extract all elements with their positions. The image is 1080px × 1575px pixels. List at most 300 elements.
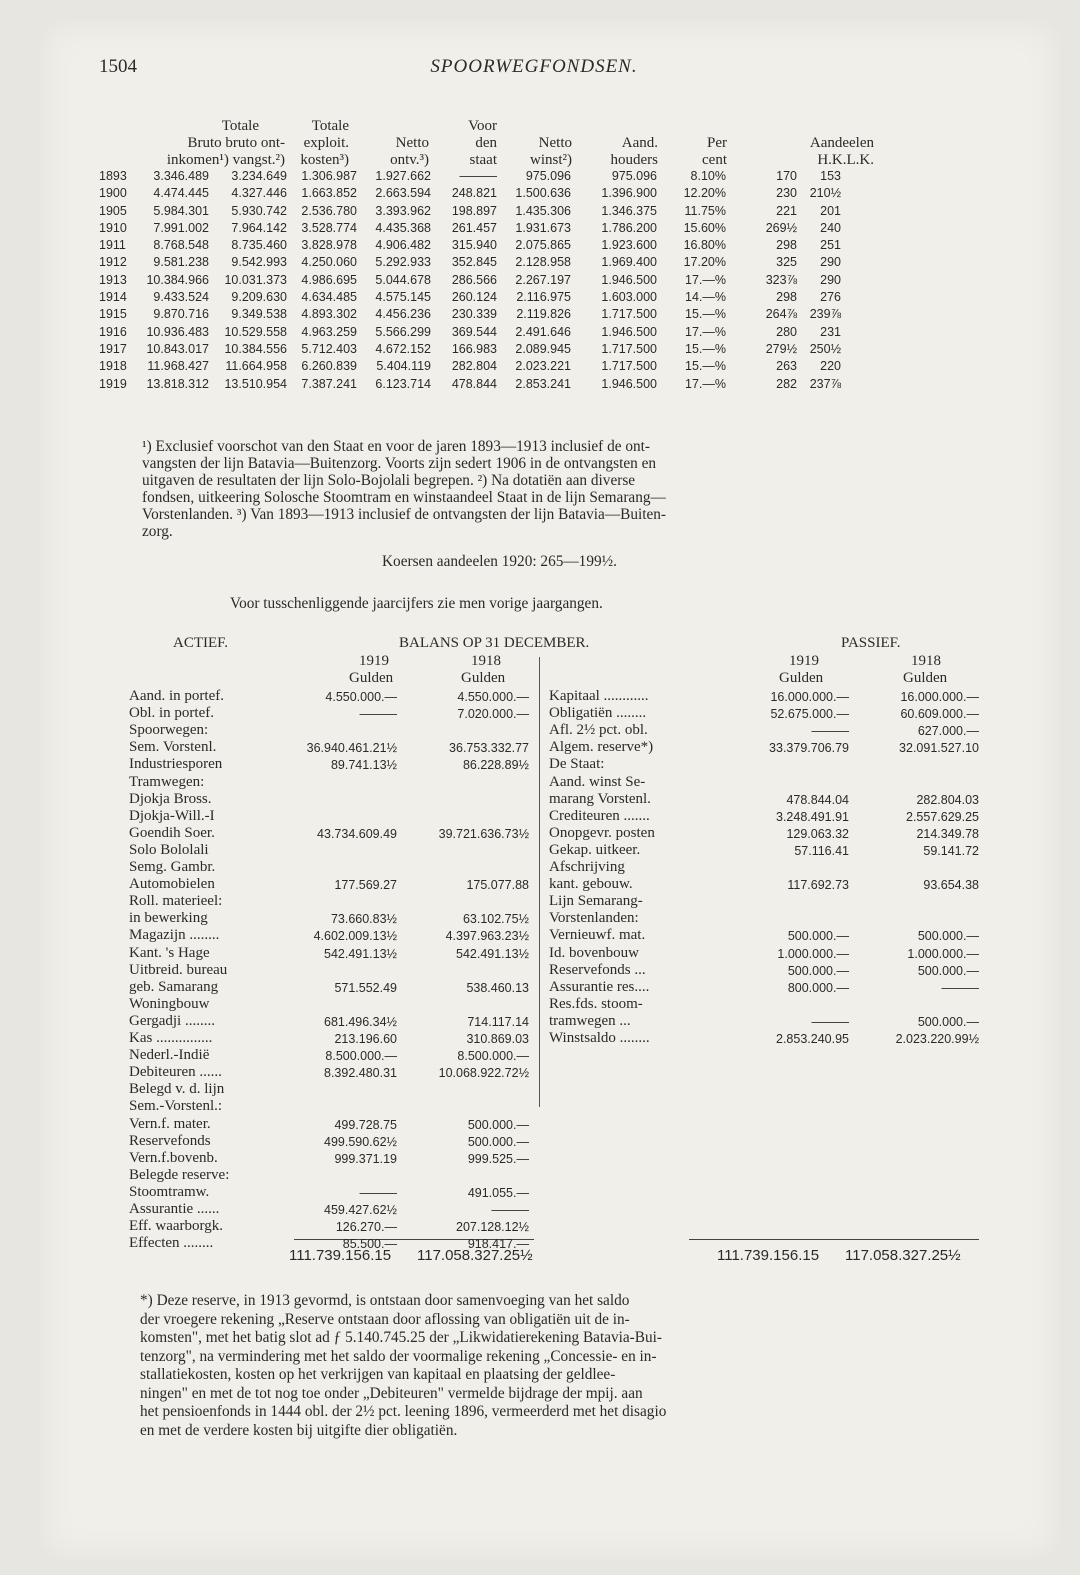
row-cell: 4.986.695 (301, 272, 357, 287)
table-row (99, 221, 974, 238)
passief-1919-cell: 478.844.04 (786, 792, 849, 807)
table-header-cell: inkomen¹) vangst.²) (166, 152, 285, 168)
passief-label-cell: Obligatiën ........ (549, 705, 647, 722)
row-cell: 5.984.301 (153, 203, 209, 218)
row-cell: 286.566 (451, 272, 497, 287)
row-cell: 9.209.630 (231, 290, 287, 305)
text-line: uitgaven de resultaten der lijn Solo-Bojolali begrepen. ²) Na dotatiën aan diverse (142, 472, 636, 489)
text-line: der vroegere rekening „Reserve ontstaan door aflossing van obligatiën uit de in- (140, 1310, 630, 1328)
actief-1918-cell: 500.000.— (467, 1117, 529, 1132)
totals-rule-right (689, 1239, 979, 1240)
table-header-cell: Netto (395, 135, 429, 151)
row-cell: 2.491.646 (515, 324, 571, 339)
row-cell: 1.717.500 (601, 307, 657, 322)
row-cell: 240 (820, 220, 841, 235)
row-cell: 17.—% (685, 376, 726, 391)
row-cell: 263 (776, 359, 797, 374)
actief-row (129, 910, 529, 927)
actief-label-cell: Belegde reserve: (129, 1166, 230, 1183)
row-cell: 220 (820, 359, 841, 374)
actief-1918-cell: 310.869.03 (466, 1032, 529, 1046)
actief-1918-cell: 4.397.963.23½ (445, 929, 529, 944)
actief-row (129, 1235, 529, 1252)
table-header-cell: kosten³) (300, 152, 349, 168)
row-cell: 4.250.060 (301, 255, 357, 270)
row-cell: 1.306.987 (301, 169, 357, 183)
actief-row (129, 1218, 529, 1235)
row-cell: 1.931.673 (515, 220, 571, 235)
passief-1919-cell: 57.116.41 (794, 843, 849, 858)
right-year-1918: 1918 (911, 653, 941, 669)
passief-1919-cell: 800.000.— (787, 980, 849, 995)
table-row (99, 204, 974, 221)
total-right-1919: 111.739.156.15 (717, 1247, 820, 1264)
actief-1918-cell: 39.721.636.73½ (438, 826, 529, 841)
row-cell: 17.—% (685, 324, 726, 339)
actief-1919-cell: 8.500.000.— (325, 1049, 397, 1064)
row-cell: 1.717.500 (601, 359, 657, 374)
table-header-cell: H.K.L.K. (817, 152, 874, 168)
passief-row (549, 791, 979, 808)
passief-row (549, 1013, 979, 1030)
row-cell: 1.396.900 (601, 186, 657, 201)
row-cell: 2.128.958 (515, 255, 571, 270)
actief-row (129, 1064, 529, 1081)
table-header-row (99, 152, 974, 169)
row-cell: 4.474.445 (153, 186, 209, 201)
actief-1918-cell: 542.491.13½ (456, 946, 529, 961)
actief-row (129, 688, 529, 705)
row-cell: 7.991.002 (153, 220, 209, 235)
row-cell: 251 (820, 238, 841, 253)
actief-row (129, 1116, 529, 1133)
row-cell: 198.897 (451, 203, 497, 218)
row-year: 1913 (99, 272, 127, 287)
passief-row (549, 876, 979, 893)
row-cell: 4.327.446 (231, 186, 287, 201)
passief-row (549, 808, 979, 825)
actief-row (129, 825, 529, 842)
actief-row (129, 756, 529, 773)
passief-label-cell: Crediteuren ....... (549, 807, 650, 824)
passief-1919-cell: 129.063.32 (786, 826, 849, 841)
right-unit-1919: Gulden (779, 670, 824, 686)
text-line: ¹) Exclusief voorschot van den Staat en voor de jaren 1893—1913 inclusief de ont- (142, 438, 650, 455)
actief-label-cell: Automobielen (129, 876, 215, 893)
passief-label-cell: Reservefonds ... (549, 961, 646, 978)
passief-row (549, 945, 979, 962)
passief-1918-cell: 282.804.03 (916, 792, 979, 807)
row-cell: 4.456.236 (375, 307, 431, 322)
table-header-cell: Bruto bruto ont- (187, 135, 285, 151)
passief-1919-cell: ——— (811, 1014, 849, 1029)
actief-1918-cell: 714.117.14 (467, 1014, 529, 1029)
table-row (99, 290, 974, 307)
row-cell: 4.634.485 (301, 290, 357, 305)
passief-1918-cell: 16.000.000.— (900, 690, 979, 704)
row-cell: 5.712.403 (301, 341, 357, 356)
table-header-cell: Netto (538, 135, 572, 151)
passief-row (549, 1030, 979, 1047)
row-cell: 282.804 (451, 359, 497, 374)
actief-label-cell: Magazijn ........ (129, 927, 220, 944)
actief-1918-cell: 36.753.332.77 (449, 741, 529, 756)
row-year: 1905 (99, 203, 127, 218)
row-cell: 10.843.017 (146, 341, 209, 356)
row-cell: 17.—% (685, 272, 726, 287)
row-year: 1917 (99, 341, 127, 356)
row-cell: 2.119.826 (516, 307, 571, 322)
passief-1918-cell: 500.000.— (917, 1014, 979, 1029)
actief-label-cell: Goendih Soer. (129, 824, 215, 841)
text-line: het pensioenfonds in 1444 obl. der 2½ pct. leening 1896, vermeerderd met het disagio (140, 1403, 667, 1420)
actief-1918-cell: 918.417.— (467, 1237, 529, 1252)
actief-1919-cell: 499.590.62½ (324, 1134, 397, 1149)
actief-row (129, 791, 529, 808)
actief-label-cell: Aand. in portef. (129, 688, 224, 704)
passief-row (549, 722, 979, 739)
row-cell: 7.964.142 (231, 220, 287, 235)
actief-row (129, 996, 529, 1013)
passief-1919-cell: 500.000.— (787, 929, 849, 944)
passief-row (549, 739, 979, 756)
actief-label-cell: Assurantie ...... (129, 1201, 220, 1217)
actief-label-cell: Roll. materieel: (129, 893, 223, 910)
row-cell: ——— (459, 169, 497, 183)
row-cell: 13.818.312 (146, 376, 209, 391)
actief-label-cell: Spoorwegen: (129, 722, 209, 739)
actief-label-cell: Solo Bololali (129, 841, 209, 858)
passief-1918-cell: 2.023.220.99½ (895, 1032, 979, 1046)
actief-1919-cell: ——— (359, 1185, 397, 1200)
passief-row (549, 774, 979, 791)
row-cell: 3.393.962 (375, 203, 431, 218)
footnote-bottom (140, 1292, 978, 1440)
balance-title: BALANS OP 31 DECEMBER. (399, 635, 590, 651)
row-cell: 3.528.774 (301, 220, 357, 235)
table-header-row (99, 118, 974, 135)
passief-row (549, 756, 979, 773)
row-year: 1918 (99, 359, 127, 374)
row-cell: 290 (820, 272, 841, 287)
actief-label-cell: Industriesporen (129, 756, 223, 773)
right-year-1919: 1919 (789, 653, 819, 669)
row-cell: 10.031.373 (224, 272, 287, 287)
actief-row (129, 1150, 529, 1167)
actief-row (129, 705, 529, 722)
row-cell: 221 (776, 203, 797, 218)
actief-1918-cell: 8.500.000.— (457, 1049, 529, 1064)
total-right-1918: 117.058.327.25½ (845, 1247, 961, 1264)
passief-label-cell: tramwegen ... (549, 1012, 631, 1029)
actief-label-cell: Vern.f. mater. (129, 1115, 211, 1132)
passief-label-cell: Id. bovenbouw (549, 944, 639, 961)
balance-divider (539, 657, 540, 1107)
row-cell: 3.346.489 (153, 169, 209, 183)
row-year: 1915 (99, 307, 127, 322)
passief-1918-cell: 500.000.— (917, 963, 979, 978)
passief-1919-cell: 1.000.000.— (777, 946, 849, 961)
row-cell: 17.20% (683, 255, 726, 270)
actief-row (129, 893, 529, 910)
passief-label-cell: Vorstenlanden: (549, 910, 639, 927)
row-cell: 323⅞ (765, 272, 797, 287)
table-header-cell: cent (702, 152, 727, 168)
row-cell: 9.870.716 (153, 307, 209, 322)
row-cell: 2.075.865 (515, 238, 571, 253)
table-header-cell: winst²) (530, 152, 572, 168)
row-cell: 15.60% (683, 220, 726, 235)
row-cell: 8.768.548 (153, 238, 209, 253)
passief-1918-cell: 2.557.629.25 (906, 809, 979, 824)
row-cell: 11.75% (684, 203, 726, 218)
table-row (99, 307, 974, 324)
row-cell: 1.717.500 (601, 341, 657, 356)
text-line: zorg. (142, 523, 173, 540)
actief-1918-cell: 491.055.— (467, 1185, 529, 1200)
row-cell: 230 (776, 186, 797, 201)
actief-row (129, 1030, 529, 1047)
actief-label: ACTIEF. (173, 635, 229, 651)
actief-1918-cell: 175.077.88 (466, 878, 529, 893)
passief-1918-cell: 32.091.527.10 (899, 741, 979, 756)
row-cell: 3.234.649 (231, 169, 287, 183)
passief-label-cell: Vernieuwf. mat. (549, 927, 646, 944)
actief-row (129, 808, 529, 825)
table-row (99, 359, 974, 376)
text-line: vangsten der lijn Batavia—Buitenzorg. Voorts zijn sedert 1906 in de ontvangsten en (142, 455, 657, 472)
actief-1919-cell: 126.270.— (335, 1220, 397, 1235)
passief-1919-cell: 2.853.240.95 (776, 1032, 849, 1046)
left-unit-1918: Gulden (461, 670, 506, 686)
koersen-line: Koersen aandeelen 1920: 265—199½. (382, 553, 617, 570)
table-header-cell: Aand. (621, 135, 658, 151)
row-cell: 2.116.975 (516, 290, 571, 305)
table-header-row (99, 135, 974, 152)
actief-1919-cell: 85.500.— (342, 1237, 397, 1252)
passief-row (549, 825, 979, 842)
row-cell: 4.963.259 (301, 324, 357, 339)
row-cell: 325 (776, 255, 797, 270)
row-cell: 1.500.636 (515, 186, 571, 201)
actief-1918-cell: 86.228.89½ (462, 758, 529, 773)
actief-row (129, 1013, 529, 1030)
row-cell: 5.292.933 (375, 255, 431, 270)
passief-label-cell: Lijn Semarang- (549, 893, 643, 910)
row-cell: 4.672.152 (375, 341, 431, 356)
row-cell: 2.089.945 (515, 341, 571, 356)
actief-label-cell: Kant. 's Hage (129, 944, 210, 961)
row-cell: 10.384.966 (146, 272, 209, 287)
actief-1919-cell: 499.728.75 (334, 1117, 397, 1132)
row-year: 1914 (99, 290, 127, 305)
footnote-top (142, 438, 980, 540)
table-header-cell: Totale (311, 118, 349, 134)
row-cell: 201 (820, 203, 841, 218)
row-cell: 2.663.594 (375, 186, 431, 201)
passief-1918-cell: 500.000.— (917, 929, 979, 944)
passief-row (549, 910, 979, 927)
actief-row (129, 962, 529, 979)
row-cell: 230.339 (451, 307, 497, 322)
passief-1919-cell: 3.248.491.91 (776, 809, 849, 824)
row-cell: 264⅞ (765, 307, 797, 322)
row-cell: 237⅞ (809, 376, 841, 391)
passief-row (549, 893, 979, 910)
actief-1919-cell: 8.392.480.31 (324, 1066, 397, 1081)
actief-label-cell: in bewerking (129, 910, 208, 927)
passief-1919-cell: ——— (811, 724, 849, 739)
passief-1919-cell: 52.675.000.— (770, 707, 849, 722)
text-line: fondsen, uitkeering Solosche Stoomtram en winstaandeel Staat in de lijn Semarang— (142, 489, 666, 506)
left-year-1919: 1919 (359, 653, 389, 669)
passief-1919-cell: 33.379.706.79 (769, 741, 849, 756)
passief-label-cell: De Staat: (549, 756, 605, 773)
actief-label-cell: Kas ............... (129, 1030, 213, 1046)
row-cell: 4.575.145 (375, 290, 431, 305)
actief-label-cell: Vern.f.bovenb. (129, 1149, 218, 1166)
row-cell: 4.906.482 (375, 238, 431, 253)
actief-1919-cell: 73.660.83½ (330, 912, 397, 927)
text-line: en met de verdere kosten bij uitgifte dier obligatiën. (140, 1421, 458, 1439)
text-line: stallatiekosten, kosten op het verkrijgen van kapitaal en plaatsing der geldlee- (140, 1366, 616, 1383)
row-cell: 1.927.662 (375, 169, 431, 183)
table-row (99, 325, 974, 342)
actief-row (129, 1201, 529, 1218)
row-cell: 16.80% (683, 238, 726, 253)
row-cell: 260.124 (451, 290, 497, 305)
actief-label-cell: Stoomtramw. (129, 1183, 210, 1200)
passief-row (549, 859, 979, 876)
actief-label-cell: Tramwegen: (129, 773, 205, 790)
actief-1919-cell: 36.940.461.21½ (306, 741, 397, 756)
actief-row (129, 774, 529, 791)
passief-1918-cell: 214.349.78 (916, 826, 979, 841)
row-cell: 210½ (809, 186, 841, 201)
passief-1918-cell: 627.000.— (917, 724, 979, 739)
table-row (99, 377, 974, 394)
voor-note: Voor tusschenliggende jaarcijfers zie men vorige jaargangen. (230, 595, 603, 612)
row-cell: 298 (776, 238, 797, 253)
actief-1918-cell: 7.020.000.— (457, 707, 529, 722)
row-cell: 11.968.427 (147, 359, 209, 374)
row-cell: 11.664.958 (225, 359, 287, 374)
text-line: komsten", met het batig slot ad ƒ 5.140.745.25 der „Likwidatierekening Batavia-Bui- (140, 1329, 662, 1346)
row-cell: 9.349.538 (231, 307, 287, 322)
row-year: 1916 (99, 324, 127, 339)
actief-label-cell: Effecten ........ (129, 1235, 214, 1252)
passief-row (549, 842, 979, 859)
text-line: Vorstenlanden. ³) Van 1893—1913 inclusief de ontvangsten der lijn Batavia—Buiten- (142, 506, 667, 523)
actief-label-cell: Sem. Vorstenl. (129, 739, 217, 756)
left-year-1918: 1918 (471, 653, 501, 669)
row-cell: 282 (776, 376, 797, 391)
row-cell: 1.786.200 (601, 220, 657, 235)
row-cell: 5.930.742 (231, 203, 287, 218)
row-cell: 13.510.954 (224, 376, 287, 391)
row-cell: 2.267.197 (515, 272, 571, 287)
row-cell: 1.946.500 (601, 272, 657, 287)
row-cell: 9.433.524 (153, 290, 209, 305)
row-year: 1912 (99, 255, 127, 270)
actief-1919-cell: 4.602.009.13½ (313, 929, 397, 944)
actief-label-cell: Djokja Bross. (129, 790, 212, 807)
table-header-cell: Per (707, 135, 727, 151)
row-cell: 6.123.714 (375, 376, 431, 391)
passief-1919-cell: 500.000.— (787, 963, 849, 978)
row-cell: 2.853.241 (515, 376, 571, 391)
passief-1919-cell: 16.000.000.— (770, 690, 849, 704)
actief-label-cell: geb. Samarang (129, 978, 219, 995)
row-cell: 250½ (809, 341, 841, 356)
actief-row (129, 842, 529, 859)
actief-row (129, 1047, 529, 1064)
row-cell: 248.821 (451, 186, 497, 201)
actief-1918-cell: ——— (491, 1203, 529, 1217)
actief-1919-cell: 681.496.34½ (324, 1014, 397, 1029)
actief-row (129, 1184, 529, 1201)
row-cell: 2.023.221 (515, 359, 571, 374)
passief-1918-cell: 1.000.000.— (907, 946, 979, 961)
passief-label-cell: Afl. 2½ pct. obl. (549, 722, 648, 739)
table-header-cell: staat (469, 152, 497, 168)
actief-label-cell: Eff. waarborgk. (129, 1218, 223, 1235)
actief-label-cell: Semg. Gambr. (129, 859, 216, 875)
row-cell: 1.603.000 (601, 290, 657, 305)
passief-row (549, 705, 979, 722)
passief-label-cell: Onopgevr. posten (549, 824, 655, 841)
row-cell: 231 (820, 324, 841, 339)
row-year: 1900 (99, 186, 127, 201)
actief-row (129, 1081, 529, 1098)
passief-label-cell: marang Vorstenl. (549, 790, 651, 807)
actief-1919-cell: 571.552.49 (334, 980, 397, 995)
row-cell: 5.404.119 (376, 359, 431, 374)
row-cell: 10.529.558 (224, 324, 287, 339)
table-row (99, 238, 974, 255)
passief-row (549, 688, 979, 705)
row-cell: 10.936.483 (146, 324, 209, 339)
table-header-cell: exploit. (303, 135, 349, 151)
row-cell: 1.946.500 (601, 324, 657, 339)
left-unit-1919: Gulden (349, 670, 394, 686)
row-cell: 6.260.839 (301, 359, 357, 374)
row-cell: 8.735.460 (231, 238, 287, 253)
text-line: tenzorg", na vermindering met het saldo der voormalige rekening „Concessie- en in- (140, 1347, 657, 1365)
table-header-cell: ontv.³) (390, 152, 429, 168)
row-year: 1893 (99, 169, 127, 183)
right-unit-1918: Gulden (903, 670, 948, 686)
passief-row (549, 927, 979, 944)
row-cell: 14.—% (685, 290, 726, 305)
text-line: ningen" en met de tot nog toe onder „Debiteuren" vermelde bijdrage der mpij. aan (140, 1384, 643, 1402)
row-cell: 1.923.600 (601, 238, 657, 253)
passief-row (549, 979, 979, 996)
row-cell: 15.—% (685, 341, 726, 356)
table-header-cell: den (475, 135, 497, 151)
row-cell: 1.946.500 (601, 376, 657, 391)
actief-1918-cell: 207.128.12½ (456, 1220, 529, 1235)
passief-label-cell: Winstsaldo ........ (549, 1030, 650, 1046)
passief-label-cell: Gekap. uitkeer. (549, 841, 641, 858)
total-left-1918: 117.058.327.25½ (417, 1247, 533, 1264)
actief-row (129, 1098, 529, 1115)
row-cell: 280 (776, 324, 797, 339)
row-cell: 153 (820, 169, 841, 183)
row-cell: 1.969.400 (601, 255, 657, 270)
row-cell: 315.940 (451, 238, 497, 253)
row-cell: 290 (820, 255, 841, 270)
